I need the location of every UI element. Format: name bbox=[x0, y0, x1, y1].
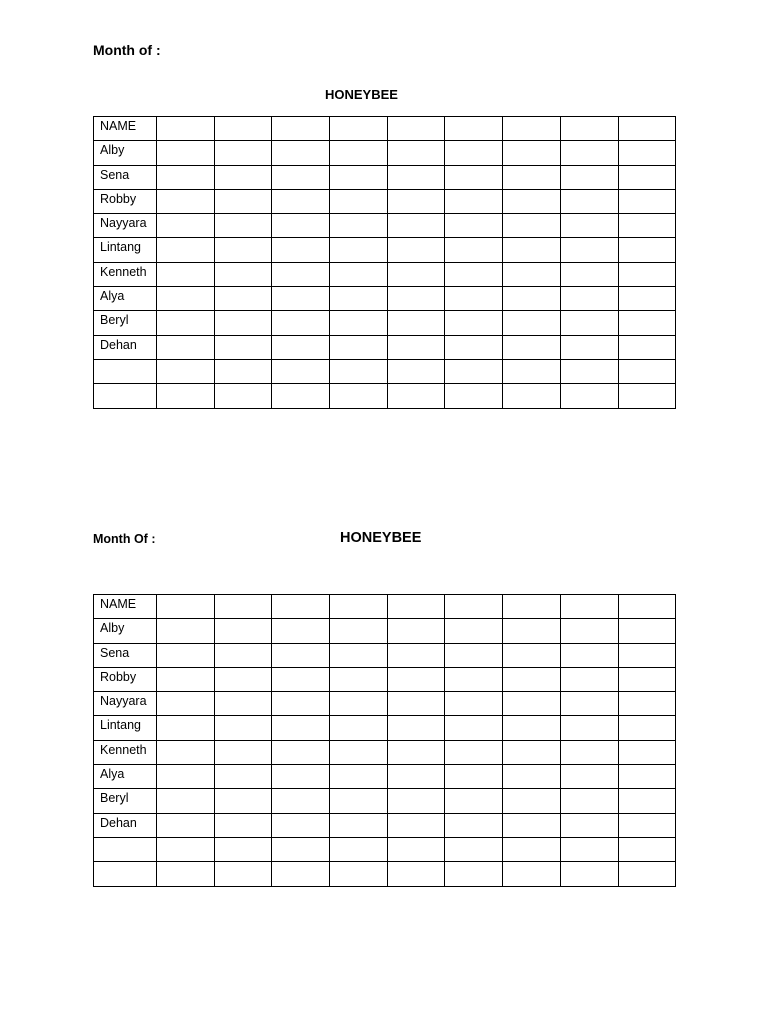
student-name-cell: Beryl bbox=[94, 789, 157, 813]
attendance-cell bbox=[503, 165, 561, 189]
table-row bbox=[94, 789, 676, 813]
attendance-cell bbox=[157, 262, 215, 286]
attendance-cell bbox=[560, 384, 618, 408]
attendance-cell bbox=[214, 384, 272, 408]
attendance-cell bbox=[214, 813, 272, 837]
student-name-cell: Nayyara bbox=[94, 692, 157, 716]
attendance-cell bbox=[445, 335, 503, 359]
attendance-cell bbox=[387, 238, 445, 262]
attendance-cell bbox=[445, 619, 503, 643]
attendance-cell bbox=[214, 335, 272, 359]
attendance-cell bbox=[560, 716, 618, 740]
attendance-cell bbox=[214, 189, 272, 213]
student-name-cell: Kenneth bbox=[94, 262, 157, 286]
attendance-cell bbox=[214, 311, 272, 335]
attendance-cell bbox=[560, 789, 618, 813]
attendance-cell bbox=[560, 667, 618, 691]
attendance-cell bbox=[214, 262, 272, 286]
attendance-cell bbox=[330, 862, 388, 886]
table-row bbox=[94, 287, 676, 311]
attendance-cell bbox=[330, 189, 388, 213]
attendance-cell bbox=[214, 765, 272, 789]
attendance-cell bbox=[330, 214, 388, 238]
attendance-cell bbox=[618, 384, 676, 408]
attendance-cell bbox=[387, 384, 445, 408]
attendance-cell bbox=[618, 287, 676, 311]
attendance-cell bbox=[330, 141, 388, 165]
attendance-cell bbox=[272, 595, 330, 619]
student-name-cell: Robby bbox=[94, 667, 157, 691]
attendance-cell bbox=[214, 716, 272, 740]
table-row bbox=[94, 740, 676, 764]
attendance-cell bbox=[445, 384, 503, 408]
attendance-cell bbox=[387, 287, 445, 311]
attendance-cell bbox=[445, 189, 503, 213]
sheet-title: HONEYBEE bbox=[340, 530, 422, 546]
attendance-cell bbox=[157, 595, 215, 619]
attendance-cell bbox=[157, 287, 215, 311]
attendance-cell bbox=[503, 716, 561, 740]
student-name-cell: Alby bbox=[94, 141, 157, 165]
attendance-cell bbox=[214, 165, 272, 189]
attendance-cell bbox=[272, 643, 330, 667]
attendance-cell bbox=[157, 716, 215, 740]
table-header-row bbox=[94, 595, 676, 619]
attendance-cell bbox=[560, 335, 618, 359]
attendance-cell bbox=[214, 789, 272, 813]
attendance-cell bbox=[618, 716, 676, 740]
attendance-cell bbox=[330, 335, 388, 359]
attendance-cell bbox=[503, 740, 561, 764]
table-row bbox=[94, 311, 676, 335]
student-name-cell: Nayyara bbox=[94, 214, 157, 238]
attendance-cell bbox=[503, 384, 561, 408]
attendance-cell bbox=[503, 287, 561, 311]
attendance-cell bbox=[445, 667, 503, 691]
attendance-cell bbox=[272, 165, 330, 189]
attendance-cell bbox=[503, 117, 561, 141]
month-label: Month Of : bbox=[93, 532, 156, 546]
sheet-title: HONEYBEE bbox=[325, 87, 398, 102]
attendance-cell bbox=[503, 643, 561, 667]
student-name-cell bbox=[94, 359, 157, 383]
attendance-cell bbox=[618, 359, 676, 383]
table-row bbox=[94, 141, 676, 165]
table-row bbox=[94, 643, 676, 667]
attendance-cell bbox=[157, 692, 215, 716]
attendance-cell bbox=[272, 740, 330, 764]
attendance-cell bbox=[387, 359, 445, 383]
attendance-cell bbox=[445, 813, 503, 837]
attendance-cell bbox=[387, 189, 445, 213]
attendance-cell bbox=[157, 837, 215, 861]
table-row bbox=[94, 862, 676, 886]
attendance-cell bbox=[618, 619, 676, 643]
student-name-cell bbox=[94, 862, 157, 886]
attendance-cell bbox=[330, 384, 388, 408]
attendance-cell bbox=[560, 740, 618, 764]
attendance-cell bbox=[214, 837, 272, 861]
attendance-cell bbox=[387, 141, 445, 165]
student-name-cell: Dehan bbox=[94, 813, 157, 837]
attendance-cell bbox=[272, 311, 330, 335]
attendance-cell bbox=[618, 692, 676, 716]
attendance-cell bbox=[272, 667, 330, 691]
attendance-cell bbox=[503, 335, 561, 359]
attendance-cell bbox=[618, 165, 676, 189]
attendance-cell bbox=[387, 262, 445, 286]
attendance-cell bbox=[618, 862, 676, 886]
table-header-row bbox=[94, 117, 676, 141]
attendance-cell bbox=[272, 813, 330, 837]
attendance-cell bbox=[157, 765, 215, 789]
attendance-cell bbox=[214, 214, 272, 238]
attendance-cell bbox=[503, 667, 561, 691]
table-row bbox=[94, 765, 676, 789]
attendance-cell bbox=[445, 837, 503, 861]
table-row bbox=[94, 716, 676, 740]
attendance-cell bbox=[387, 165, 445, 189]
attendance-cell bbox=[330, 117, 388, 141]
attendance-cell bbox=[330, 238, 388, 262]
attendance-cell bbox=[445, 287, 503, 311]
attendance-cell bbox=[445, 214, 503, 238]
attendance-cell bbox=[618, 765, 676, 789]
attendance-cell bbox=[445, 595, 503, 619]
attendance-cell bbox=[618, 238, 676, 262]
attendance-cell bbox=[618, 595, 676, 619]
attendance-cell bbox=[272, 238, 330, 262]
table-row bbox=[94, 335, 676, 359]
attendance-cell bbox=[214, 595, 272, 619]
attendance-cell bbox=[157, 165, 215, 189]
attendance-cell bbox=[387, 740, 445, 764]
attendance-cell bbox=[157, 335, 215, 359]
attendance-cell bbox=[445, 740, 503, 764]
attendance-cell bbox=[157, 141, 215, 165]
attendance-cell bbox=[560, 311, 618, 335]
attendance-cell bbox=[214, 643, 272, 667]
attendance-cell bbox=[387, 837, 445, 861]
attendance-cell bbox=[214, 862, 272, 886]
table-row bbox=[94, 837, 676, 861]
attendance-cell bbox=[214, 740, 272, 764]
attendance-cell bbox=[157, 619, 215, 643]
attendance-cell bbox=[214, 359, 272, 383]
attendance-cell bbox=[503, 262, 561, 286]
attendance-cell bbox=[503, 765, 561, 789]
student-name-cell: Alya bbox=[94, 287, 157, 311]
attendance-cell bbox=[272, 287, 330, 311]
attendance-cell bbox=[387, 335, 445, 359]
attendance-cell bbox=[214, 619, 272, 643]
attendance-cell bbox=[387, 813, 445, 837]
attendance-cell bbox=[503, 189, 561, 213]
attendance-cell bbox=[157, 359, 215, 383]
attendance-cell bbox=[618, 813, 676, 837]
attendance-cell bbox=[272, 262, 330, 286]
attendance-cell bbox=[157, 214, 215, 238]
attendance-cell bbox=[272, 189, 330, 213]
attendance-cell bbox=[330, 667, 388, 691]
attendance-cell bbox=[503, 595, 561, 619]
attendance-cell bbox=[445, 789, 503, 813]
attendance-cell bbox=[272, 384, 330, 408]
attendance-cell bbox=[330, 619, 388, 643]
student-name-cell: Lintang bbox=[94, 716, 157, 740]
attendance-cell bbox=[330, 789, 388, 813]
student-name-cell bbox=[94, 837, 157, 861]
attendance-cell bbox=[157, 643, 215, 667]
attendance-cell bbox=[618, 141, 676, 165]
attendance-cell bbox=[157, 384, 215, 408]
attendance-cell bbox=[618, 189, 676, 213]
attendance-cell bbox=[560, 595, 618, 619]
attendance-cell bbox=[387, 117, 445, 141]
attendance-cell bbox=[560, 837, 618, 861]
attendance-cell bbox=[214, 692, 272, 716]
attendance-cell bbox=[618, 117, 676, 141]
attendance-cell bbox=[157, 740, 215, 764]
attendance-cell bbox=[214, 117, 272, 141]
attendance-cell bbox=[214, 667, 272, 691]
attendance-cell bbox=[560, 165, 618, 189]
attendance-cell bbox=[330, 359, 388, 383]
attendance-cell bbox=[560, 862, 618, 886]
attendance-cell bbox=[503, 214, 561, 238]
table-row bbox=[94, 813, 676, 837]
student-name-cell: Alya bbox=[94, 765, 157, 789]
table-row bbox=[94, 619, 676, 643]
attendance-cell bbox=[445, 765, 503, 789]
attendance-cell bbox=[387, 619, 445, 643]
attendance-cell bbox=[560, 643, 618, 667]
attendance-cell bbox=[503, 619, 561, 643]
attendance-cell bbox=[330, 813, 388, 837]
attendance-cell bbox=[560, 619, 618, 643]
attendance-cell bbox=[330, 165, 388, 189]
student-name-cell: Sena bbox=[94, 643, 157, 667]
attendance-cell bbox=[157, 667, 215, 691]
attendance-cell bbox=[387, 692, 445, 716]
attendance-cell bbox=[618, 311, 676, 335]
attendance-cell bbox=[618, 335, 676, 359]
attendance-cell bbox=[330, 595, 388, 619]
attendance-cell bbox=[503, 141, 561, 165]
attendance-cell bbox=[157, 311, 215, 335]
attendance-cell bbox=[387, 667, 445, 691]
attendance-cell bbox=[445, 692, 503, 716]
attendance-cell bbox=[157, 238, 215, 262]
attendance-cell bbox=[387, 595, 445, 619]
attendance-cell bbox=[560, 359, 618, 383]
name-column-header: NAME bbox=[94, 117, 157, 141]
student-name-cell: Lintang bbox=[94, 238, 157, 262]
attendance-cell bbox=[445, 311, 503, 335]
attendance-cell bbox=[272, 335, 330, 359]
attendance-cell bbox=[560, 765, 618, 789]
attendance-cell bbox=[560, 189, 618, 213]
attendance-cell bbox=[272, 359, 330, 383]
attendance-cell bbox=[503, 359, 561, 383]
attendance-cell bbox=[445, 238, 503, 262]
attendance-cell bbox=[157, 862, 215, 886]
student-name-cell: Kenneth bbox=[94, 740, 157, 764]
attendance-cell bbox=[330, 262, 388, 286]
attendance-cell bbox=[330, 716, 388, 740]
attendance-cell bbox=[214, 141, 272, 165]
attendance-cell bbox=[503, 789, 561, 813]
attendance-cell bbox=[618, 740, 676, 764]
table-row bbox=[94, 165, 676, 189]
table-row bbox=[94, 189, 676, 213]
attendance-cell bbox=[503, 692, 561, 716]
attendance-cell bbox=[330, 837, 388, 861]
attendance-cell bbox=[387, 765, 445, 789]
attendance-cell bbox=[272, 692, 330, 716]
attendance-cell bbox=[214, 238, 272, 262]
attendance-cell bbox=[445, 262, 503, 286]
student-name-cell: Sena bbox=[94, 165, 157, 189]
attendance-cell bbox=[272, 141, 330, 165]
attendance-cell bbox=[560, 117, 618, 141]
attendance-cell bbox=[157, 189, 215, 213]
attendance-cell bbox=[445, 117, 503, 141]
attendance-cell bbox=[387, 643, 445, 667]
attendance-cell bbox=[618, 643, 676, 667]
attendance-cell bbox=[503, 311, 561, 335]
attendance-cell bbox=[272, 837, 330, 861]
table-row bbox=[94, 384, 676, 408]
table-row bbox=[94, 238, 676, 262]
attendance-cell bbox=[272, 214, 330, 238]
attendance-cell bbox=[272, 117, 330, 141]
attendance-cell bbox=[560, 287, 618, 311]
attendance-cell bbox=[560, 813, 618, 837]
attendance-cell bbox=[387, 862, 445, 886]
attendance-cell bbox=[330, 765, 388, 789]
attendance-cell bbox=[387, 716, 445, 740]
attendance-cell bbox=[272, 789, 330, 813]
table-row bbox=[94, 692, 676, 716]
attendance-cell bbox=[560, 214, 618, 238]
attendance-cell bbox=[503, 238, 561, 262]
attendance-cell bbox=[330, 287, 388, 311]
attendance-cell bbox=[618, 667, 676, 691]
student-name-cell: Dehan bbox=[94, 335, 157, 359]
attendance-cell bbox=[445, 716, 503, 740]
attendance-cell bbox=[503, 813, 561, 837]
attendance-cell bbox=[445, 643, 503, 667]
attendance-cell bbox=[618, 837, 676, 861]
attendance-table bbox=[93, 116, 676, 409]
attendance-cell bbox=[445, 359, 503, 383]
attendance-cell bbox=[445, 141, 503, 165]
attendance-cell bbox=[618, 789, 676, 813]
attendance-cell bbox=[330, 643, 388, 667]
student-name-cell bbox=[94, 384, 157, 408]
attendance-cell bbox=[272, 862, 330, 886]
student-name-cell: Beryl bbox=[94, 311, 157, 335]
attendance-cell bbox=[157, 813, 215, 837]
attendance-cell bbox=[560, 692, 618, 716]
attendance-cell bbox=[272, 716, 330, 740]
month-label: Month of : bbox=[93, 42, 161, 58]
attendance-cell bbox=[560, 141, 618, 165]
attendance-cell bbox=[445, 165, 503, 189]
attendance-cell bbox=[157, 789, 215, 813]
name-column-header: NAME bbox=[94, 595, 157, 619]
attendance-cell bbox=[387, 789, 445, 813]
attendance-cell bbox=[560, 238, 618, 262]
table-row bbox=[94, 214, 676, 238]
attendance-cell bbox=[330, 740, 388, 764]
attendance-cell bbox=[560, 262, 618, 286]
attendance-cell bbox=[503, 837, 561, 861]
attendance-cell bbox=[272, 619, 330, 643]
attendance-cell bbox=[387, 311, 445, 335]
attendance-cell bbox=[214, 287, 272, 311]
table-row bbox=[94, 262, 676, 286]
attendance-cell bbox=[330, 692, 388, 716]
attendance-table bbox=[93, 594, 676, 887]
student-name-cell: Alby bbox=[94, 619, 157, 643]
attendance-cell bbox=[272, 765, 330, 789]
attendance-cell bbox=[503, 862, 561, 886]
attendance-cell bbox=[330, 311, 388, 335]
student-name-cell: Robby bbox=[94, 189, 157, 213]
attendance-cell bbox=[618, 214, 676, 238]
table-row bbox=[94, 667, 676, 691]
attendance-cell bbox=[387, 214, 445, 238]
attendance-cell bbox=[157, 117, 215, 141]
table-row bbox=[94, 359, 676, 383]
attendance-cell bbox=[618, 262, 676, 286]
attendance-cell bbox=[445, 862, 503, 886]
